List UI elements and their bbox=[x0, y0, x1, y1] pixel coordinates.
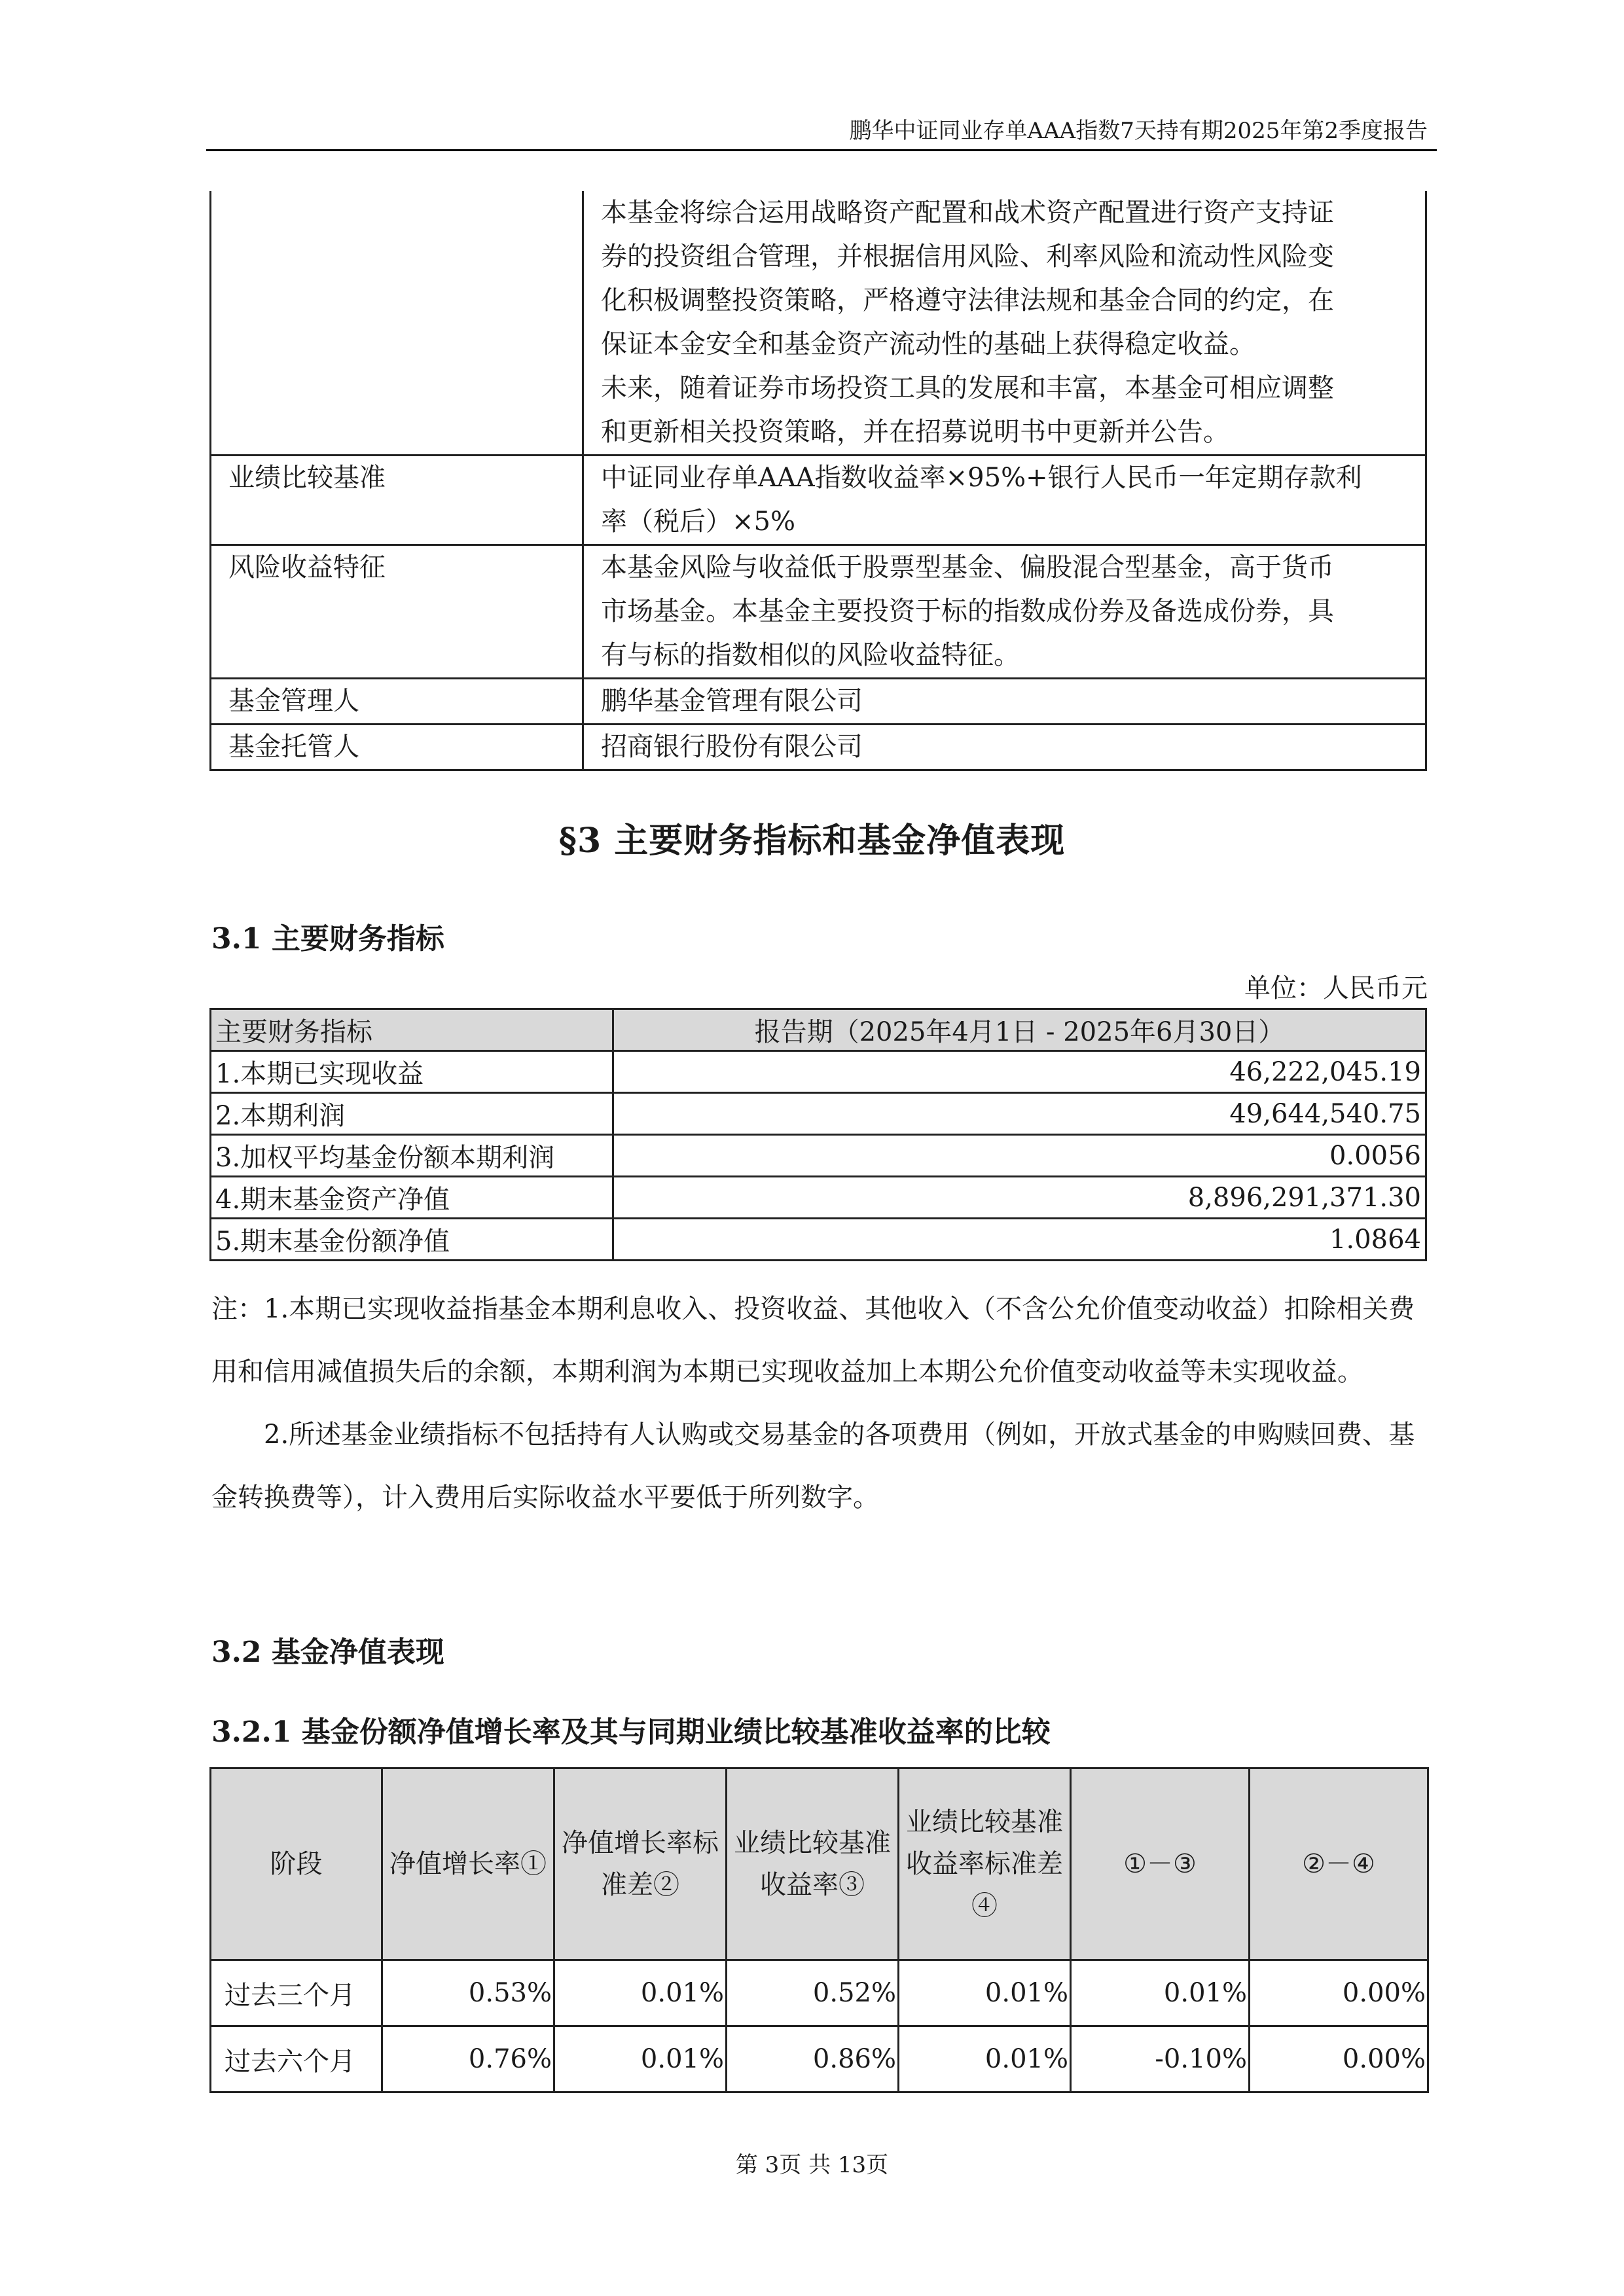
info-key: 风险收益特征 bbox=[211, 545, 583, 679]
table-cell: 0.86% bbox=[727, 2026, 899, 2092]
table-row bbox=[211, 1219, 1426, 1261]
row-value: 1.0864 bbox=[613, 1219, 1426, 1261]
table-cell: 0.01% bbox=[554, 2026, 727, 2092]
table-cell: 过去三个月 bbox=[211, 1960, 382, 2026]
table-cell: -0.10% bbox=[1071, 2026, 1250, 2092]
section-3-title: §3 主要财务指标和基金净值表现 bbox=[558, 821, 1066, 861]
heading-3-2-1: 3.2.1 基金份额净值增长率及其与同期业绩比较基准收益率的比较 bbox=[211, 1715, 1051, 1749]
financial-indicators-table bbox=[209, 1008, 1427, 1261]
info-line: 市场基金。本基金主要投资于标的指数成份券及备选成份券，具 bbox=[601, 596, 1334, 626]
row-value: 0.0056 bbox=[613, 1135, 1426, 1177]
heading-3-2: 3.2 基金净值表现 bbox=[211, 1636, 444, 1669]
table-header-row bbox=[211, 1009, 1426, 1051]
table-row bbox=[211, 1135, 1426, 1177]
table-row bbox=[211, 1177, 1426, 1219]
table-cell: 0.00% bbox=[1250, 2026, 1428, 2092]
info-row-risk bbox=[211, 545, 1426, 679]
info-line: 券的投资组合管理，并根据信用风险、利率风险和流动性风险变 bbox=[601, 242, 1334, 272]
info-row-benchmark bbox=[211, 456, 1426, 545]
info-line: 中证同业存单AAA指数收益率×95%+银行人民币一年定期存款利 bbox=[601, 463, 1362, 493]
header-rule bbox=[206, 149, 1437, 151]
header-cell: 净值增长率① bbox=[382, 1768, 554, 1960]
info-line: 本基金将综合运用战略资产配置和战术资产配置进行资产支持证 bbox=[601, 198, 1334, 228]
table-header-row bbox=[211, 1768, 1428, 1960]
header-cell: 净值增长率标准差② bbox=[554, 1768, 727, 1960]
info-line: 未来，随着证券市场投资工具的发展和丰富，本基金可相应调整 bbox=[601, 373, 1334, 403]
info-line: 保证本金安全和基金资产流动性的基础上获得稳定收益。 bbox=[601, 329, 1255, 359]
info-line: 鹏华基金管理有限公司 bbox=[601, 686, 863, 716]
header-cell: 报告期（2025年4月1日 - 2025年6月30日） bbox=[613, 1009, 1426, 1051]
table-cell: 过去六个月 bbox=[211, 2026, 382, 2092]
unit-label: 单位：人民币元 bbox=[1244, 973, 1428, 1003]
document-header-title: 鹏华中证同业存单AAA指数7天持有期2025年第2季度报告 bbox=[849, 118, 1428, 144]
note-2: 2.所述基金业绩指标不包括持有人认购或交易基金的各项费用（例如，开放式基金的申购赎回费、基金转换费等），计入费用后实际收益水平要低于所列数字。 bbox=[211, 1420, 1415, 1513]
header-cell: 主要财务指标 bbox=[211, 1009, 613, 1051]
table-cell: 0.00% bbox=[1250, 1960, 1428, 2026]
info-value bbox=[583, 545, 1426, 679]
info-value bbox=[583, 456, 1426, 545]
table-row bbox=[211, 1960, 1428, 2026]
info-value bbox=[583, 679, 1426, 725]
row-label: 5.期末基金份额净值 bbox=[211, 1219, 613, 1261]
table-row bbox=[211, 1051, 1426, 1093]
info-key: 基金托管人 bbox=[211, 725, 583, 770]
info-value bbox=[583, 725, 1426, 770]
table-cell: 0.01% bbox=[899, 2026, 1071, 2092]
info-line: 化积极调整投资策略，严格遵守法律法规和基金合同的约定，在 bbox=[601, 285, 1334, 315]
header-cell: 业绩比较基准收益率③ bbox=[727, 1768, 899, 1960]
header-cell: 阶段 bbox=[211, 1768, 382, 1960]
table-row bbox=[211, 2026, 1428, 2092]
notes bbox=[211, 1278, 1429, 1529]
info-key: 业绩比较基准 bbox=[211, 456, 583, 545]
row-value: 8,896,291,371.30 bbox=[613, 1177, 1426, 1219]
info-value bbox=[583, 191, 1426, 456]
info-key bbox=[211, 191, 583, 456]
info-line: 和更新相关投资策略，并在招募说明书中更新并公告。 bbox=[601, 417, 1229, 447]
table-cell: 0.76% bbox=[382, 2026, 554, 2092]
table-cell: 0.01% bbox=[899, 1960, 1071, 2026]
table-cell: 0.01% bbox=[1071, 1960, 1250, 2026]
table-cell: 0.52% bbox=[727, 1960, 899, 2026]
info-line: 本基金风险与收益低于股票型基金、偏股混合型基金，高于货币 bbox=[601, 552, 1334, 583]
table-cell: 0.53% bbox=[382, 1960, 554, 2026]
row-value: 49,644,540.75 bbox=[613, 1093, 1426, 1135]
info-row-manager bbox=[211, 679, 1426, 725]
row-label: 4.期末基金资产净值 bbox=[211, 1177, 613, 1219]
page-footer: 第 3页 共 13页 bbox=[735, 2152, 889, 2178]
info-row-custodian bbox=[211, 725, 1426, 770]
info-row-strategy bbox=[211, 191, 1426, 456]
header-cell: ①－③ bbox=[1071, 1768, 1250, 1960]
row-label: 2.本期利润 bbox=[211, 1093, 613, 1135]
info-line: 招商银行股份有限公司 bbox=[601, 732, 863, 762]
table-row bbox=[211, 1093, 1426, 1135]
heading-3-1: 3.1 主要财务指标 bbox=[211, 922, 444, 956]
info-key: 基金管理人 bbox=[211, 679, 583, 725]
row-label: 1.本期已实现收益 bbox=[211, 1051, 613, 1093]
note-1: 注：1.本期已实现收益指基金本期利息收入、投资收益、其他收入（不含公允价值变动收益）扣除相关费用和信用减值损失后的余额，本期利润为本期已实现收益加上本期公允价值变动收益等未实现收益。 bbox=[211, 1294, 1415, 1387]
table-cell: 0.01% bbox=[554, 1960, 727, 2026]
nav-growth-table bbox=[209, 1767, 1429, 2093]
row-label: 3.加权平均基金份额本期利润 bbox=[211, 1135, 613, 1177]
fund-info-table bbox=[209, 191, 1427, 771]
row-value: 46,222,045.19 bbox=[613, 1051, 1426, 1093]
header-cell: ②－④ bbox=[1250, 1768, 1428, 1960]
header-cell: 业绩比较基准收益率标准差④ bbox=[899, 1768, 1071, 1960]
info-line: 有与标的指数相似的风险收益特征。 bbox=[601, 640, 1020, 670]
info-line: 率（税后）×5% bbox=[601, 507, 795, 537]
